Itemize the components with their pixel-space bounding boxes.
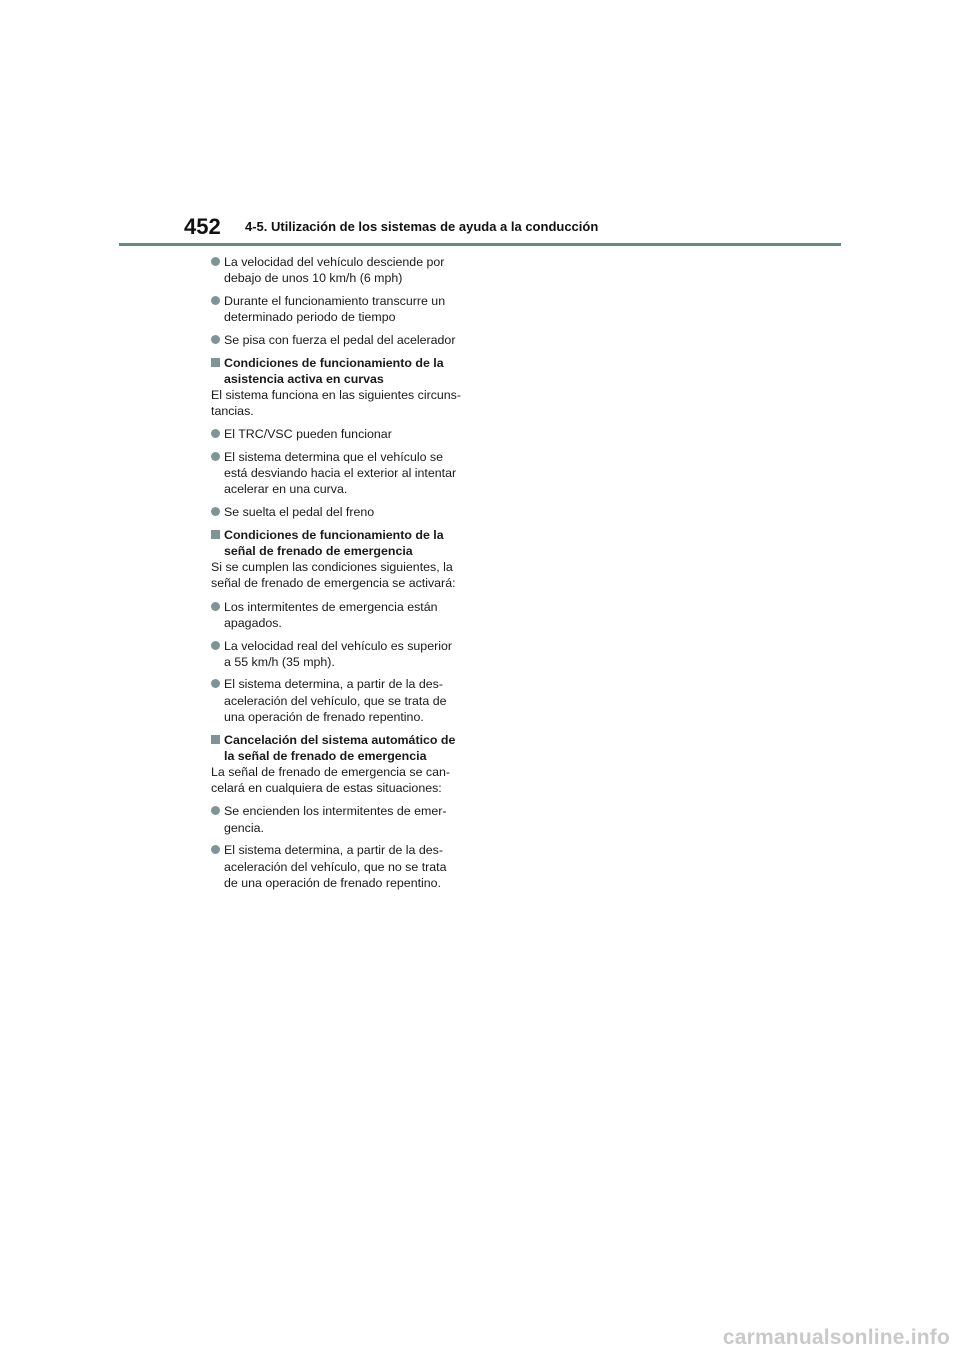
bullet-item: [211, 332, 473, 348]
text-line: Condiciones de funcionamiento de la: [224, 527, 444, 542]
text-line: El sistema determina, a partir de la des-: [224, 677, 443, 692]
text-line: Se suelta el pedal del freno: [224, 505, 375, 520]
bullet-item: [211, 842, 473, 891]
heading-square-icon: [211, 358, 220, 367]
text-line: La señal de frenado de emergencia se can-: [211, 764, 451, 779]
bullet-item: [211, 599, 473, 631]
text-line: tancias.: [211, 404, 254, 419]
paragraph: [211, 764, 473, 796]
bullet-item: [211, 803, 473, 835]
bullet-circle-icon: [211, 257, 220, 266]
text-line: señal de frenado de emergencia: [224, 544, 413, 559]
page-number: 452: [184, 214, 221, 239]
text-line: Cancelación del sistema automático de: [224, 732, 456, 747]
bullet-circle-icon: [211, 335, 220, 344]
bullet-circle-icon: [211, 452, 220, 461]
bullet-circle-icon: [211, 602, 220, 611]
text-line: Si se cumplen las condiciones siguientes, la: [211, 560, 453, 575]
text-line: Se pisa con fuerza el pedal del acelerador: [224, 332, 456, 347]
text-line: Los intermitentes de emergencia están: [224, 599, 438, 614]
bullet-circle-icon: [211, 641, 220, 650]
text-line: una operación de frenado repentino.: [224, 709, 424, 724]
bullet-item: [211, 293, 473, 325]
bullet-circle-icon: [211, 806, 220, 815]
text-line: Condiciones de funcionamiento de la: [224, 355, 444, 370]
text-line: determinado periodo de tiempo: [224, 310, 396, 325]
bullet-item: [211, 426, 473, 442]
subsection-heading: [211, 732, 473, 764]
text-line: celará en cualquiera de estas situaciones:: [211, 781, 442, 796]
text-line: aceleración del vehículo, que no se trata: [224, 859, 447, 874]
text-line: Se encienden los intermitentes de emer-: [224, 804, 447, 819]
heading-square-icon: [211, 735, 220, 744]
heading-square-icon: [211, 530, 220, 539]
bullet-circle-icon: [211, 296, 220, 305]
text-line: aceleración del vehículo, que se trata de: [224, 693, 447, 708]
bullet-circle-icon: [211, 845, 220, 854]
text-line: la señal de frenado de emergencia: [224, 748, 427, 763]
bullet-circle-icon: [211, 507, 220, 516]
text-line: a 55 km/h (35 mph).: [224, 654, 335, 669]
text-line: de una operación de frenado repentino.: [224, 875, 442, 890]
section-title: 4-5. Utilización de los sistemas de ayuda a la conducción: [245, 219, 599, 234]
watermark: carmanualsonline.info: [722, 1326, 950, 1349]
bullet-item: [211, 638, 473, 670]
text-line: Durante el funcionamiento transcurre un: [224, 293, 446, 308]
text-line: La velocidad real del vehículo es superior: [224, 638, 452, 653]
text-line: apagados.: [224, 615, 282, 630]
footer: [0, 1328, 960, 1358]
content-column: [211, 254, 473, 897]
subsection-heading: [211, 527, 473, 559]
paragraph: [211, 559, 473, 591]
bullet-circle-icon: [211, 429, 220, 438]
bullet-item: [211, 449, 473, 498]
text-line: El TRC/VSC pueden funcionar: [224, 427, 392, 442]
paragraph: [211, 387, 473, 419]
header-divider: [119, 243, 841, 246]
text-line: El sistema determina que el vehículo se: [224, 450, 444, 465]
bullet-item: [211, 254, 473, 286]
bullet-circle-icon: [211, 679, 220, 688]
text-line: debajo de unos 10 km/h (6 mph): [224, 271, 403, 286]
bullet-item: [211, 504, 473, 520]
subsection-heading: [211, 355, 473, 387]
text-line: El sistema funciona en las siguientes circuns-: [211, 387, 461, 402]
text-line: gencia.: [224, 820, 264, 835]
text-line: asistencia activa en curvas: [224, 371, 384, 386]
text-line: La velocidad del vehículo desciende por: [224, 255, 445, 269]
text-line: está desviando hacia el exterior al intentar: [224, 466, 457, 481]
text-line: señal de frenado de emergencia se activará:: [211, 576, 456, 591]
bullet-item: [211, 676, 473, 725]
text-line: El sistema determina, a partir de la des-: [224, 843, 443, 858]
text-line: acelerar en una curva.: [224, 482, 348, 497]
